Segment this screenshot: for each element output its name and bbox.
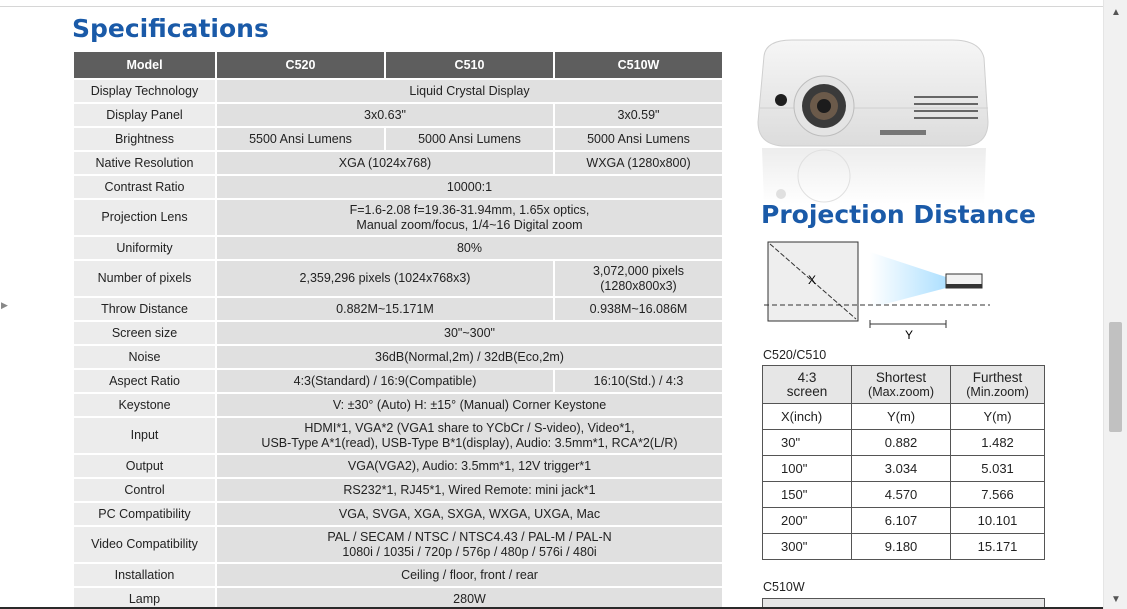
distance-header-line1: Furthest xyxy=(972,369,1023,385)
spec-value-cell xyxy=(555,261,722,296)
distance-cell: 3.034 xyxy=(852,456,951,482)
spec-row-label: Number of pixels xyxy=(74,261,215,296)
distance-header-row xyxy=(763,366,1045,404)
spec-value-line: 0.938M~16.086M xyxy=(589,301,688,316)
spec-value-line: WXGA (1280x800) xyxy=(586,155,691,170)
spec-value-cell xyxy=(555,152,722,174)
spec-value-cell xyxy=(217,298,553,320)
spec-row xyxy=(74,455,722,477)
spec-row-label: Noise xyxy=(74,346,215,368)
spec-value-cell xyxy=(217,370,553,392)
spec-row-label: Installation xyxy=(74,564,215,586)
spec-value-line: 10000:1 xyxy=(446,179,493,194)
scrollbar-thumb[interactable] xyxy=(1109,322,1122,432)
distance-cell: 10.101 xyxy=(951,508,1045,534)
spec-value-line: 3x0.59" xyxy=(617,107,660,122)
spec-row xyxy=(74,298,722,320)
spec-value-line: Manual zoom/focus, 1/4~16 Digital zoom xyxy=(356,217,583,232)
spec-header-cell: C510W xyxy=(555,52,722,78)
spec-header-cell: C520 xyxy=(217,52,384,78)
spec-row-label: Aspect Ratio xyxy=(74,370,215,392)
distance-cell: 5.031 xyxy=(951,456,1045,482)
spec-row xyxy=(74,346,722,368)
spec-row-label: Keystone xyxy=(74,394,215,416)
spec-row xyxy=(74,588,722,609)
spec-row-label: Display Panel xyxy=(74,104,215,126)
vertical-scrollbar[interactable] xyxy=(1103,0,1127,609)
spec-row-label: Screen size xyxy=(74,322,215,344)
spec-value-line: 1080i / 1035i / 720p / 576p / 480p / 576i / 480i xyxy=(342,544,597,559)
distance-header-line2: (Min.zoom) xyxy=(966,384,1029,399)
distance-cell: 1.482 xyxy=(951,430,1045,456)
spec-row-label: PC Compatibility xyxy=(74,503,215,525)
spec-value-cell xyxy=(217,80,722,102)
distance-header-cell xyxy=(951,366,1045,404)
spec-value-cell xyxy=(555,370,722,392)
distance-cell: 0.882 xyxy=(852,430,951,456)
spec-value-line: USB-Type A*1(read), USB-Type B*1(display), Audio: 3.5mm*1, RCA*2(L/R) xyxy=(261,435,678,450)
spec-value-line: 80% xyxy=(456,240,483,255)
distance-cell: 100" xyxy=(763,456,852,482)
distance-row xyxy=(763,482,1045,508)
c510w-subtitle: C510W xyxy=(763,580,805,594)
spec-value-cell xyxy=(217,346,722,368)
diagram-y-label: Y xyxy=(905,328,914,342)
spec-row-label: Control xyxy=(74,479,215,501)
spec-row-label: Input xyxy=(74,418,215,453)
distance-row xyxy=(763,534,1045,560)
distance-unit-row xyxy=(763,404,1045,430)
chevron-down-icon[interactable]: ▼ xyxy=(1111,594,1121,605)
spec-value-cell xyxy=(217,237,722,259)
spec-value-cell xyxy=(217,152,553,174)
spec-row xyxy=(74,200,722,235)
spec-row-label: Native Resolution xyxy=(74,152,215,174)
spec-row-label: Uniformity xyxy=(74,237,215,259)
distance-unit-cell: Y(m) xyxy=(951,404,1045,430)
distance-cell: 200" xyxy=(763,508,852,534)
spec-value-line: F=1.6-2.08 f=19.36-31.94mm, 1.65x optics, xyxy=(349,202,590,217)
spec-value-cell xyxy=(217,479,722,501)
spec-table-body xyxy=(74,80,722,609)
spec-value-cell xyxy=(217,588,722,609)
distance-header-cell xyxy=(763,366,852,404)
distance-unit-cell: Y(m) xyxy=(852,404,951,430)
projector-image xyxy=(752,36,990,204)
spec-value-cell xyxy=(555,128,722,150)
chevron-up-icon[interactable]: ▲ xyxy=(1111,7,1121,18)
spec-value-cell xyxy=(217,261,553,296)
spec-value-cell xyxy=(555,104,722,126)
distance-cell: 6.107 xyxy=(852,508,951,534)
spec-value-line: (1280x800x3) xyxy=(600,278,677,293)
diagram-x-label: X xyxy=(808,273,817,287)
spec-value-line: RS232*1, RJ45*1, Wired Remote: mini jack*1 xyxy=(343,482,596,497)
spec-value-line: 3,072,000 pixels xyxy=(592,263,685,278)
spec-value-cell xyxy=(217,200,722,235)
spec-value-cell xyxy=(217,527,722,562)
spec-value-line: VGA, SVGA, XGA, SXGA, WXGA, UXGA, Mac xyxy=(338,506,601,521)
distance-row xyxy=(763,430,1045,456)
spec-value-cell xyxy=(217,128,384,150)
distance-cell: 4.570 xyxy=(852,482,951,508)
spec-value-line: V: ±30° (Auto) H: ±15° (Manual) Corner Keystone xyxy=(332,397,607,412)
spec-header-cell: Model xyxy=(74,52,215,78)
distance-header-line2: (Max.zoom) xyxy=(868,384,935,399)
c520-c510-subtitle: C520/C510 xyxy=(763,348,827,362)
spec-row-label: Video Compatibility xyxy=(74,527,215,562)
spec-header-row xyxy=(74,52,722,78)
spec-row xyxy=(74,152,722,174)
spec-row xyxy=(74,80,722,102)
spec-value-line: 36dB(Normal,2m) / 32dB(Eco,2m) xyxy=(375,349,564,364)
distance-table-body xyxy=(763,404,1045,560)
spec-row xyxy=(74,128,722,150)
spec-row-label: Throw Distance xyxy=(74,298,215,320)
spec-value-line: 3x0.63" xyxy=(364,107,406,122)
spec-row xyxy=(74,564,722,586)
spec-row xyxy=(74,418,722,453)
spec-value-cell xyxy=(217,394,722,416)
spec-value-line: 30"~300" xyxy=(444,325,495,340)
top-divider xyxy=(0,6,1103,7)
spec-row-label: Display Technology xyxy=(74,80,215,102)
distance-cell: 7.566 xyxy=(951,482,1045,508)
spec-value-line: XGA (1024x768) xyxy=(338,155,432,170)
distance-cell: 15.171 xyxy=(951,534,1045,560)
projection-distance-title: Projection Distance xyxy=(761,200,1036,229)
spec-row-label: Lamp xyxy=(74,588,215,609)
spec-row xyxy=(74,237,722,259)
spec-value-cell xyxy=(217,503,722,525)
spec-value-line: 280W xyxy=(453,591,486,606)
spec-value-line: 0.882M~15.171M xyxy=(336,301,434,316)
spec-value-cell xyxy=(217,322,722,344)
distance-cell: 300" xyxy=(763,534,852,560)
spec-row xyxy=(74,394,722,416)
projection-distance-table xyxy=(762,365,1045,560)
spec-value-cell xyxy=(555,298,722,320)
spec-value-cell xyxy=(217,455,722,477)
spec-row-label: Output xyxy=(74,455,215,477)
spec-row xyxy=(74,527,722,562)
spec-value-line: PAL / SECAM / NTSC / NTSC4.43 / PAL-M / PAL-N xyxy=(327,529,612,544)
spec-value-line: 5000 Ansi Lumens xyxy=(418,131,521,146)
page-title: Specifications xyxy=(72,14,269,43)
spec-row xyxy=(74,322,722,344)
spec-value-line: 16:10(Std.) / 4:3 xyxy=(593,373,684,388)
distance-row xyxy=(763,508,1045,534)
spec-header-cell: C510 xyxy=(386,52,553,78)
spec-row xyxy=(74,503,722,525)
spec-value-cell xyxy=(386,128,553,150)
distance-cell: 30" xyxy=(763,430,852,456)
projection-diagram xyxy=(764,240,994,345)
spec-row xyxy=(74,176,722,198)
spec-value-line: HDMI*1, VGA*2 (VGA1 share to YCbCr / S-video), Video*1, xyxy=(304,420,635,435)
left-expand-arrow-icon[interactable]: ▶ xyxy=(1,300,8,310)
spec-row xyxy=(74,479,722,501)
spec-row xyxy=(74,104,722,126)
distance-header-cell xyxy=(852,366,951,404)
spec-value-cell xyxy=(217,176,722,198)
spec-row xyxy=(74,370,722,392)
spec-value-cell xyxy=(217,418,722,453)
spec-value-cell xyxy=(217,104,553,126)
distance-header-line2: screen xyxy=(786,383,828,399)
distance-cell: 9.180 xyxy=(852,534,951,560)
spec-value-line: 5000 Ansi Lumens xyxy=(587,131,690,146)
spec-row-label: Brightness xyxy=(74,128,215,150)
distance-header-line1: Shortest xyxy=(875,369,927,385)
spec-table xyxy=(72,50,724,609)
spec-value-line: Ceiling / floor, front / rear xyxy=(401,567,538,582)
spec-row xyxy=(74,261,722,296)
spec-row-label: Contrast Ratio xyxy=(74,176,215,198)
distance-row xyxy=(763,456,1045,482)
distance-unit-cell: X(inch) xyxy=(763,404,852,430)
spec-value-line: 2,359,296 pixels (1024x768x3) xyxy=(299,271,471,285)
distance-cell: 150" xyxy=(763,482,852,508)
spec-value-line: 4:3(Standard) / 16:9(Compatible) xyxy=(293,373,477,388)
spec-value-line: Liquid Crystal Display xyxy=(409,83,530,98)
spec-row-label: Projection Lens xyxy=(74,200,215,235)
spec-value-line: VGA(VGA2), Audio: 3.5mm*1, 12V trigger*1 xyxy=(347,458,592,473)
spec-value-line: 5500 Ansi Lumens xyxy=(249,131,352,146)
distance-header-line1: 4:3 xyxy=(797,369,817,385)
spec-value-cell xyxy=(217,564,722,586)
